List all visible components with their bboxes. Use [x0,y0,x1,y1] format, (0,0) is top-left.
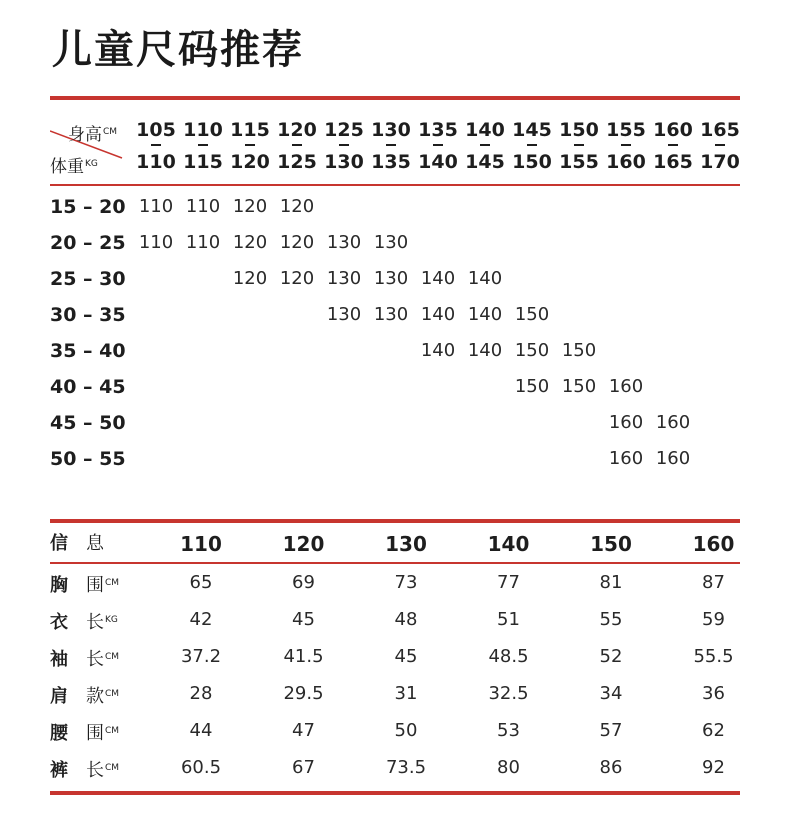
height-range-from: 165 [700,119,740,141]
bottom-divider [50,791,740,795]
size-cell: 130 [326,304,362,325]
height-range-col [367,120,415,172]
measure-value: 47 [292,720,315,741]
range-dash [527,144,537,146]
range-dash [339,144,349,146]
size-cell: 120 [232,232,268,253]
size-cell: 120 [232,268,268,289]
size-cell: 160 [608,448,644,469]
measure-value: 60.5 [180,757,222,778]
height-range-col [602,120,650,172]
range-dash [198,144,208,146]
height-range-from: 120 [277,119,317,141]
measure-value: 50 [394,720,418,741]
info-header-label [50,532,160,556]
height-range-from: 160 [653,119,693,141]
size-cell: 120 [279,268,315,289]
measure-value: 29.5 [283,683,324,704]
measure-value: 42 [189,609,213,630]
measure-label-char-1: 腰 [50,723,68,744]
measure-value: 52 [599,646,623,667]
weight-range-label: 15 – 20 [50,196,126,218]
range-dash [292,144,302,146]
header-divider [50,184,740,186]
range-dash [151,144,161,146]
measure-value: 48 [394,609,418,630]
size-cell: 140 [467,268,503,289]
measure-label-char-2: 长 [86,649,104,670]
size-cell: 110 [185,232,221,253]
size-cell: 120 [232,196,268,217]
measure-row-label [50,756,160,783]
size-cell: 140 [420,268,456,289]
top-divider [50,96,740,100]
height-range-from: 125 [324,119,364,141]
page-title: 儿童尺码推荐 [52,27,304,73]
height-range-from: 135 [418,119,458,141]
height-range-from: 150 [559,119,599,141]
range-dash [480,144,490,146]
height-range-to: 165 [653,151,693,173]
height-range-to: 120 [230,151,270,173]
height-range-from: 110 [183,119,223,141]
measure-value: 45 [292,609,315,630]
size-cell: 130 [326,232,362,253]
measure-value: 51 [497,609,520,630]
measure-label-char-2: 围 [86,723,104,744]
range-dash [668,144,678,146]
measure-value: 32.5 [488,683,529,704]
measure-value: 31 [394,683,418,704]
measure-unit: CM [105,726,120,736]
weight-range-label: 25 – 30 [50,268,126,290]
measure-value: 69 [292,572,315,593]
size-cell: 110 [138,232,174,253]
measure-value: 41.5 [283,646,324,667]
measure-value: 48.5 [488,646,529,667]
height-range-to: 130 [324,151,364,173]
measure-unit: CM [105,689,120,699]
measure-label-char-1: 裤 [50,760,68,781]
height-range-from: 155 [606,119,646,141]
measure-value: 45 [394,646,418,667]
size-cell: 110 [185,196,221,217]
measure-value: 59 [702,609,725,630]
size-cell: 140 [420,340,456,361]
height-range-to: 140 [418,151,458,173]
measure-value: 55 [599,609,623,630]
height-range-from: 145 [512,119,552,141]
measure-value: 34 [599,683,623,704]
measure-value: 37.2 [180,646,222,667]
size-cell: 130 [326,268,362,289]
size-cell: 140 [467,340,503,361]
measure-unit: CM [105,578,120,588]
info-char-1: 信 [50,533,68,554]
size-cell: 150 [561,376,597,397]
size-cell: 130 [373,268,409,289]
size-column-header: 160 [692,532,735,556]
measure-value: 67 [292,757,315,778]
size-column-header: 150 [590,532,632,556]
range-dash [574,144,584,146]
height-range-col [179,120,227,172]
measure-unit: CM [105,763,120,773]
height-range-col [461,120,509,172]
measure-label-char-2: 长 [86,760,104,781]
weight-range-label: 50 – 55 [50,448,126,470]
measure-value: 92 [702,757,725,778]
measure-value: 73.5 [385,757,427,778]
height-range-col [226,120,274,172]
measure-value: 87 [702,572,725,593]
height-range-col [696,120,744,172]
size-cell: 130 [373,232,409,253]
height-range-col [273,120,321,172]
height-range-from: 130 [371,119,411,141]
measure-label-char-1: 袖 [50,649,68,670]
measure-value: 36 [702,683,725,704]
height-range-to: 125 [277,151,317,173]
height-range-to: 160 [606,151,646,173]
range-dash [433,144,443,146]
measure-label-char-1: 肩 [50,686,68,707]
range-dash [386,144,396,146]
height-range-to: 170 [700,151,740,173]
height-range-col [320,120,368,172]
size-cell: 160 [655,412,691,433]
measure-row-label [50,682,160,709]
measure-value: 55.5 [693,646,734,667]
height-range-to: 150 [512,151,552,173]
measure-label-char-1: 衣 [50,612,68,633]
range-dash [621,144,631,146]
measure-unit: KG [105,615,118,625]
measure-row-label [50,571,160,598]
measure-value: 57 [599,720,623,741]
measure-unit: CM [105,652,120,662]
height-range-col [508,120,556,172]
size-cell: 150 [514,376,550,397]
measure-top-divider [50,519,740,523]
measure-value: 86 [599,757,623,778]
size-cell: 140 [467,304,503,325]
measure-value: 28 [189,683,213,704]
size-column-header: 120 [282,532,325,556]
height-range-from: 105 [136,119,176,141]
weight-range-label: 30 – 35 [50,304,126,326]
height-range-to: 110 [136,151,176,173]
measure-label-char-1: 胸 [50,575,68,596]
size-column-header: 130 [385,532,427,556]
height-range-col [414,120,462,172]
height-range-from: 115 [230,119,270,141]
height-range-col [649,120,697,172]
size-cell: 160 [655,448,691,469]
size-cell: 150 [514,304,550,325]
range-dash [245,144,255,146]
height-range-to: 135 [371,151,411,173]
measure-label-char-2: 款 [86,686,104,707]
height-range-col [555,120,603,172]
measure-row-label [50,608,160,635]
size-cell: 150 [514,340,550,361]
measure-value: 80 [497,757,520,778]
size-column-header: 110 [180,532,222,556]
weight-range-label: 20 – 25 [50,232,126,254]
measure-row-label [50,719,160,746]
weight-range-label: 40 – 45 [50,376,126,398]
measure-value: 62 [702,720,725,741]
measure-label-char-2: 长 [86,612,104,633]
size-cell: 140 [420,304,456,325]
height-range-to: 155 [559,151,599,173]
height-range-col [132,120,180,172]
measure-header-divider [50,562,740,564]
height-axis-label: 身高$^{CM}$ [68,125,118,145]
size-cell: 110 [138,196,174,217]
measure-value: 77 [497,572,520,593]
measure-label-char-2: 围 [86,575,104,596]
size-cell: 120 [279,196,315,217]
measure-row-label [50,645,160,672]
height-range-to: 115 [183,151,223,173]
weight-range-label: 35 – 40 [50,340,126,362]
measure-value: 53 [497,720,520,741]
measure-value: 81 [599,572,623,593]
height-range-to: 145 [465,151,505,173]
height-range-from: 140 [465,119,505,141]
size-cell: 160 [608,412,644,433]
weight-axis-label: 体重$^{KG}$ [50,157,98,177]
weight-range-label: 45 – 50 [50,412,126,434]
size-column-header: 140 [487,532,530,556]
size-cell: 150 [561,340,597,361]
size-cell: 160 [608,376,644,397]
measure-value: 73 [394,572,418,593]
measure-value: 65 [189,572,213,593]
info-char-2: 息 [86,533,104,554]
measure-value: 44 [189,720,213,741]
size-cell: 120 [279,232,315,253]
size-cell: 130 [373,304,409,325]
table-corner-header [50,118,130,178]
range-dash [715,144,725,146]
